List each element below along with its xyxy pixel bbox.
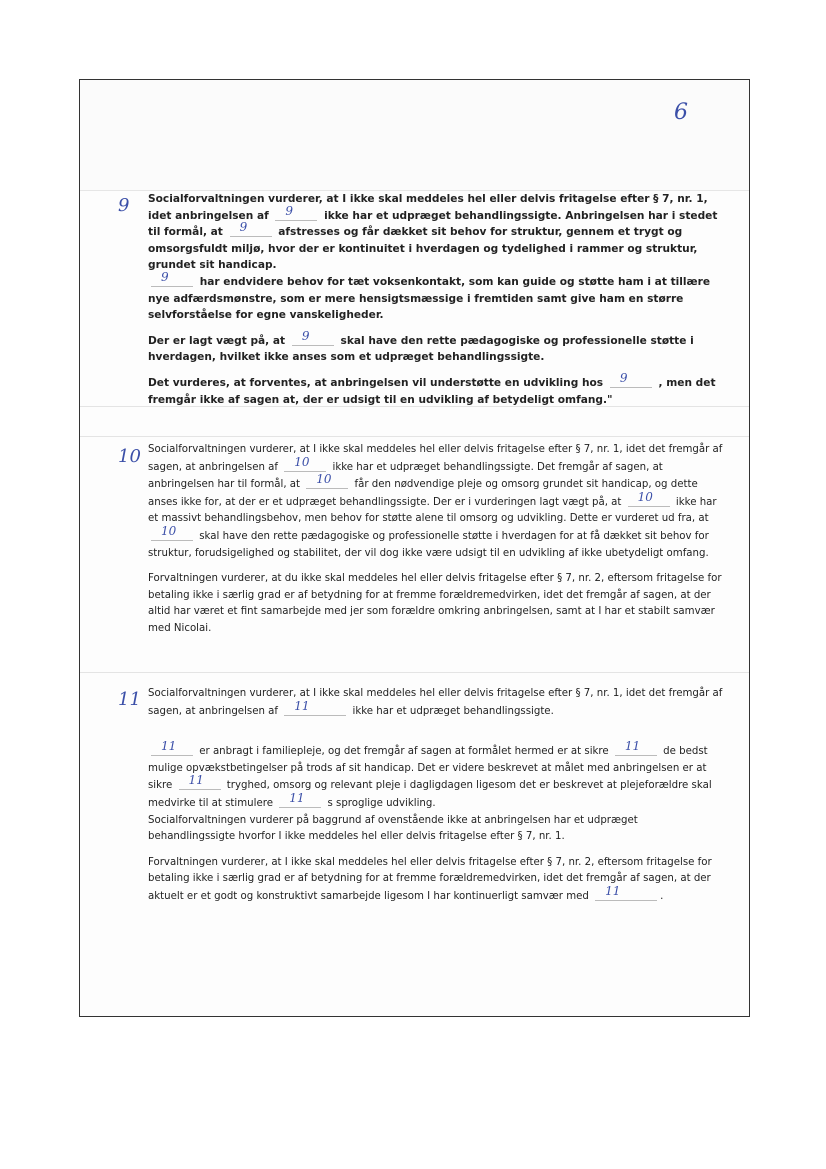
paper-seam <box>80 672 749 673</box>
redaction-box: 11 <box>595 888 657 901</box>
text-run: ikke har et udpræget behandlingssigte. Det fremgår af sagen, at anbringelsen har til formål, at <box>148 461 663 491</box>
text-run: afstresses og får dækket sit behov for struktur, gennem et trygt og omsorgsfuldt miljø, hvor der er kontinuitet i hverdagen og tydelighed i rammer og struktur, grundet sit handicap. <box>148 226 698 272</box>
text-run: ikke har et massivt behandlingsbehov, men behov for støtte alene til omsorg og udvikling. Dette er vurderet ud fra, at <box>148 496 717 525</box>
paragraph <box>148 571 728 637</box>
text-run: Det vurderes, at forventes, at anbringelsen vil understøtte en udvikling hos <box>148 376 604 389</box>
text-run: ikke har et udpræget behandlingssigte. <box>352 705 554 717</box>
text-run: tryghed, omsorg og relevant pleje i dagligdagen ligesom det er beskrevet at plejeforældre skal medvirke til at stimulere <box>148 780 712 809</box>
redaction-box: 9 <box>292 333 334 346</box>
text-run: Socialforvaltningen vurderer, at I ikke skal meddeles hel eller delvis fritagelse efter § 7, nr. 1, idet det fremgår af sagen, at anbringelsen af <box>148 688 723 717</box>
redaction-box: 11 <box>279 795 321 808</box>
redaction-box: 10 <box>306 476 348 489</box>
text-run: , men det fremgår ikke af sagen at, der er udsigt til en udvikling af betydeligt omfang." <box>148 376 716 406</box>
redaction-box: 10 <box>628 494 670 507</box>
text-run: . <box>660 890 664 902</box>
text-run: Forvaltningen vurderer, at I ikke skal meddeles hel eller delvis fritagelse efter § 7, nr. 2, eftersom fritagelse for betaling ikke i særlig grad er af betydning for at fremme forældremedvirken, idet det fremgår af sagen, at der aktuelt er et godt og konstruktivt samarbejde ligesom I har kontinuerligt samvær med <box>148 856 712 902</box>
text-run: ikke har et udpræget behandlingssigte. Anbringelsen har i stedet til formål, at <box>148 209 718 239</box>
text-run: skal have den rette pædagogiske og professionelle støtte i hverdagen for at få dækket sit behov for struktur, forudsigelighed og stabilitet, der vil dog ikke være udsigt til en udvikling af ikke ubetydeligt omfang. <box>148 530 709 559</box>
paragraph <box>148 442 728 562</box>
redaction-box: 10 <box>151 528 193 541</box>
redaction-box: 11 <box>284 703 346 716</box>
redaction-box: 9 <box>275 208 317 221</box>
paper-seam <box>80 406 749 407</box>
paragraph <box>148 370 728 408</box>
text-run: Socialforvaltningen vurderer, at I ikke skal meddeles hel eller delvis fritagelse efter § 7, nr. 1, idet anbringelsen af <box>148 193 708 222</box>
text-run: s sproglige udvikling. <box>327 797 436 809</box>
paragraph <box>148 686 728 720</box>
paragraph <box>148 855 728 906</box>
redaction-box: 9 <box>610 375 652 388</box>
scanned-page <box>79 79 750 1017</box>
top-blank-strip <box>80 80 749 191</box>
text-run: Forvaltningen vurderer, at du ikke skal meddeles hel eller delvis fritagelse efter § 7, nr. 2, eftersom fritagelse for betaling ikke i særlig grad er af betydning for at fremme forældremedvirken, idet det fremgår af sagen, at der altid har været et fint samarbejde med jer som forældre omkring anbringelsen, samt at I har et stabilt samvær med Nicolai. <box>148 573 722 634</box>
text-run: de bedst mulige opvækstbetingelser på trods af sit handicap. Det er videre beskrevet at målet med anbringelsen er at sikre <box>148 746 708 792</box>
paragraph <box>148 191 728 324</box>
paper-seam <box>80 436 749 437</box>
redaction-box: 11 <box>615 743 657 756</box>
redaction-box: 9 <box>230 224 272 237</box>
redaction-box: 11 <box>151 743 193 756</box>
section-9-text <box>148 191 728 417</box>
redaction-box: 11 <box>179 777 221 790</box>
text-run: Socialforvaltningen vurderer, at I ikke skal meddeles hel eller delvis fritagelse efter § 7, nr. 1, idet det fremgår af sagen, at anbringelsen af <box>148 444 723 473</box>
text-run: skal have den rette pædagogiske og professionelle støtte i hverdagen, hvilket ikke anses som et udpræget behandlingssigte. <box>148 334 694 364</box>
text-run: Der er lagt vægt på, at <box>148 334 286 347</box>
redaction-box: 9 <box>151 274 193 287</box>
section-11-text <box>148 686 728 915</box>
text-run: har endvidere behov for tæt voksenkontakt, som kan guide og støtte ham i at tillære nye adfærdsmønstre, som er mere hensigtsmæssige i fremtiden samt give ham en større selvforståelse for egne vanskeligheder. <box>148 275 711 322</box>
section-number-10: 10 <box>118 446 141 467</box>
text-run: får den nødvendige pleje og omsorg grundet sit handicap, og dette anses ikke for, at der er et udpræget behandlingssigte. Der er i vurderingen lagt vægt på, at <box>148 479 698 508</box>
handwritten-page-number: 6 <box>674 100 688 125</box>
section-10-text <box>148 442 728 647</box>
text-run: er anbragt i familiepleje, og det fremgår af sagen at formålet hermed er at sikre <box>199 746 609 758</box>
section-number-9: 9 <box>118 195 130 216</box>
paragraph <box>148 328 728 366</box>
paragraph <box>148 739 728 846</box>
redaction-box: 10 <box>284 459 326 472</box>
text-run: Socialforvaltningen vurderer på baggrund af ovenstående ikke at anbringelsen har et udpræget behandlingssigte hvorfor I ikke meddeles hel eller delvis fritagelse efter § 7, nr. 1. <box>148 814 638 843</box>
section-number-11: 11 <box>118 689 141 710</box>
